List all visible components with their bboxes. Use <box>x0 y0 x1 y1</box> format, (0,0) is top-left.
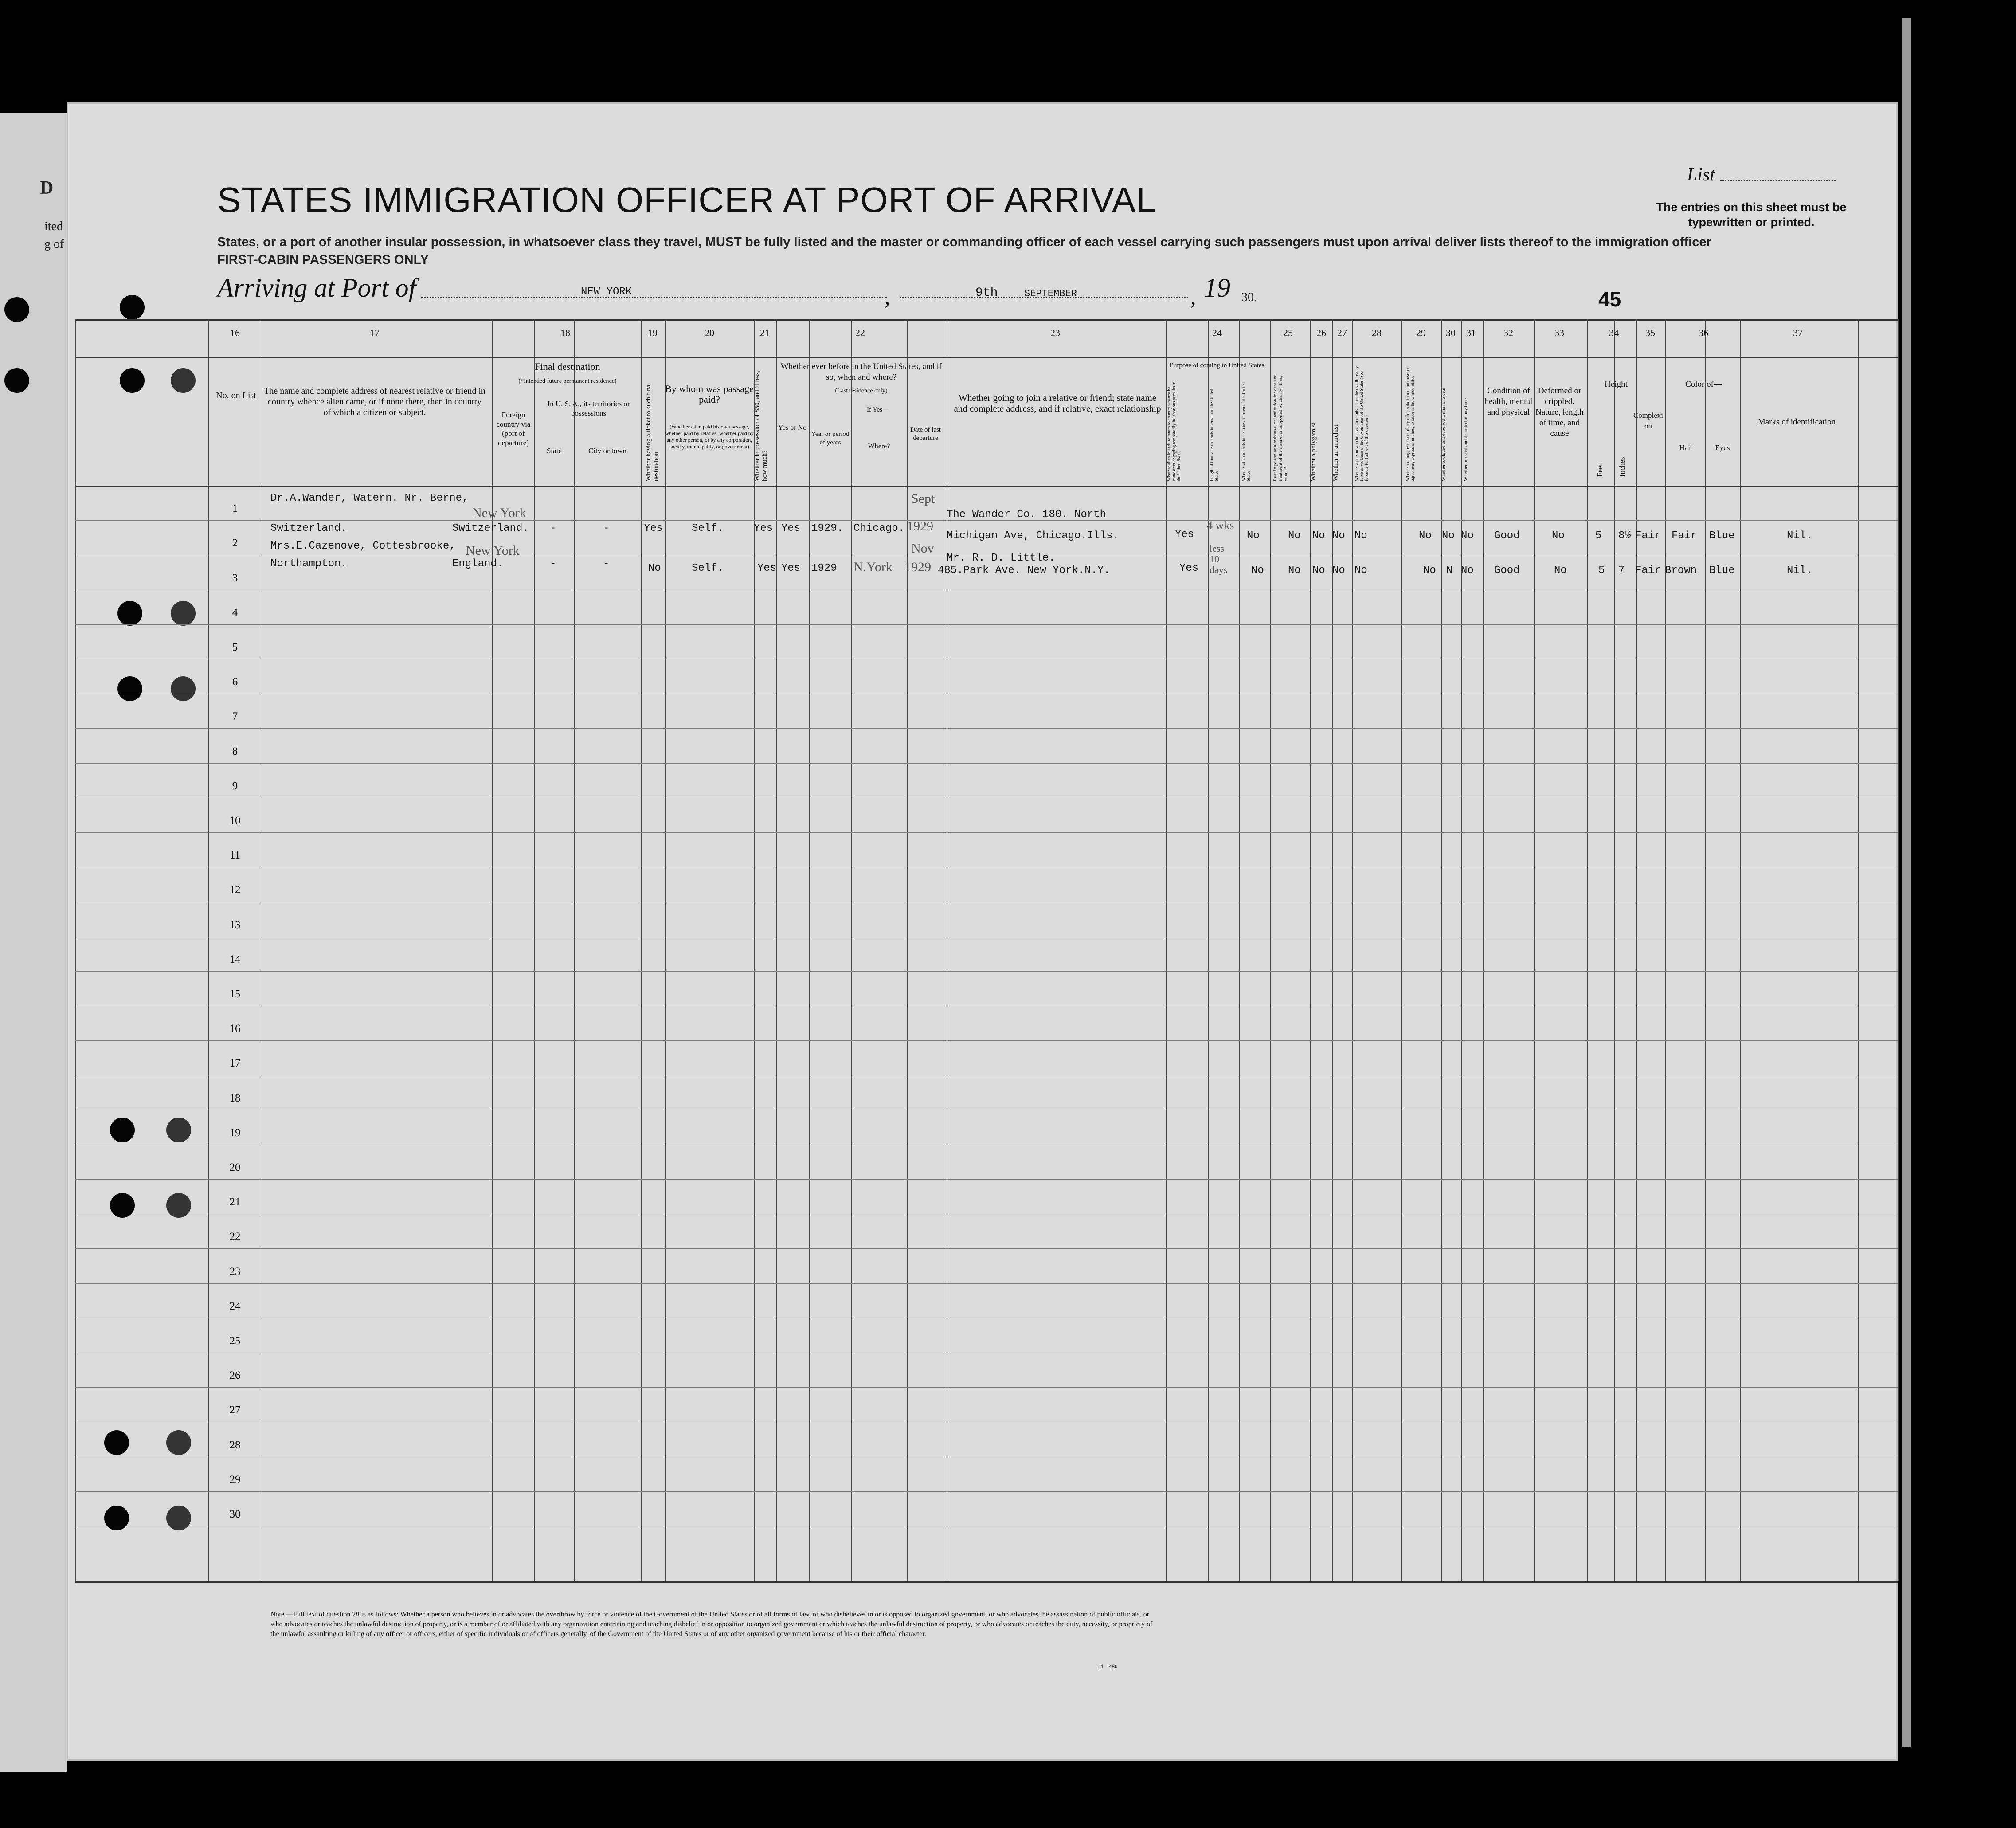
cell-deformed: No <box>1552 530 1565 542</box>
row-number: 14 <box>229 953 241 965</box>
col-header-relative: The name and complete address of nearest relative or friend in country whence alien came, or if none there, then in country of which a citizen or subject. <box>264 386 485 417</box>
col-header-foreign-country: Foreign country via (port of departure) <box>496 411 531 447</box>
cell-health: Good <box>1494 530 1520 542</box>
cell-city: - <box>603 522 610 534</box>
cell-return: Yes <box>1179 562 1199 574</box>
cell-eyes: Blue <box>1709 565 1735 577</box>
row-number: 3 <box>232 572 238 584</box>
row-rule <box>75 832 1898 833</box>
row-rule <box>75 1248 1898 1249</box>
row-number: 18 <box>229 1092 241 1104</box>
list-number-line <box>1720 180 1836 181</box>
cell-feet: 5 <box>1598 565 1605 577</box>
column-rule <box>1636 319 1637 1581</box>
col-header-q30: Whether excluded and deported within one year <box>1441 387 1446 481</box>
row-rule <box>75 624 1898 625</box>
col-header-if-yes: If Yes— <box>866 406 889 413</box>
row-rule <box>75 971 1898 972</box>
col-header-q29: Whether coming by reason of any offer, solicitation, promise, or agreement, express or implied, to labor in the United States <box>1405 367 1415 481</box>
form-number: 14—480 <box>1097 1663 1118 1670</box>
row-number: 25 <box>229 1335 241 1347</box>
cell-hair: Fair <box>1672 530 1697 542</box>
col-header-hair: Hair <box>1679 443 1693 452</box>
row-number: 22 <box>229 1231 241 1243</box>
cell-fifty: Yes <box>757 562 777 574</box>
column-number: 16 <box>230 327 240 338</box>
column-rule <box>809 319 810 1581</box>
cell-hair: Brown <box>1665 565 1697 577</box>
column-rule <box>1587 319 1588 1581</box>
col-header-feet: Feet <box>1596 463 1604 477</box>
col-header-departure-date: Date of last departure <box>910 426 941 442</box>
cell-relative-country: Switzerland. <box>270 522 347 534</box>
cell-before-where: N.York <box>853 560 893 574</box>
row-rule <box>75 1491 1898 1492</box>
row-number: 15 <box>229 988 241 1000</box>
cell-relative-address: Mrs.E.Cazenove, Cottesbrooke, <box>270 540 456 552</box>
column-number: 33 <box>1554 327 1564 338</box>
cell-departure-handwritten: Sept <box>911 491 935 506</box>
punch-hole <box>171 676 196 701</box>
cell-complexion: Fair <box>1635 530 1661 542</box>
row-number: 1 <box>232 502 238 515</box>
col-header-yes-no: Yes or No <box>778 424 807 432</box>
cell-return: Yes <box>1175 529 1194 541</box>
cell-foreign-country: England. <box>452 558 504 570</box>
separator: , <box>1190 284 1196 309</box>
column-number: 20 <box>705 327 714 338</box>
cell-before-where: Chicago. <box>853 522 905 534</box>
row-number: 10 <box>229 815 241 827</box>
column-rule <box>1740 319 1741 1581</box>
cell-before-year: 1929 <box>811 562 837 574</box>
punch-hole <box>104 1506 129 1530</box>
footnote: Note.—Full text of question 28 is as follows: Whether a person who believes in or advocates the overthrow by force or violence of the Government of the United States or of all forms of law, or who disbelieves in or is opposed to organized government, or who advocates the assassination of public officials, or who advocates or teaches the unlawful destruction of property, or is a member of or affiliated with any organization entertaining and teaching disbelief in or opposition to organized government or which teaches the unlawful destruction of property, or who advocates or teaches the duty, necessity, or propriety of the unlawful assaulting or killing of any officer or officers, either of specific individuals or of officers generally, of the Government of the United States or of any other organized government because of his or their official character. <box>270 1611 1153 1638</box>
col-header-before-note: (Last residence only) <box>835 388 888 394</box>
row-number: 21 <box>229 1196 241 1208</box>
row-number: 5 <box>232 641 238 653</box>
column-number: 32 <box>1503 327 1513 338</box>
row-number: 29 <box>229 1473 241 1486</box>
column-number: 36 <box>1699 327 1708 338</box>
cell-departure-handwritten: 1929 <box>904 560 931 574</box>
cell-length-handwritten: less 10 days <box>1210 543 1228 575</box>
col-header-usa: In U. S. A., its territories or possessions <box>547 400 630 417</box>
column-rule <box>1705 319 1706 1581</box>
cell-join-address: Michigan Ave, Chicago.Ills. <box>947 530 1119 542</box>
row-number: 12 <box>229 884 241 896</box>
column-rule <box>1483 319 1484 1581</box>
cell-anarchist: No <box>1332 530 1345 542</box>
column-number: 27 <box>1337 327 1347 338</box>
column-number: 31 <box>1466 327 1476 338</box>
column-rule <box>851 319 852 1581</box>
col-header-health: Condition of health, mental and physical <box>1484 386 1533 417</box>
column-number: 35 <box>1645 327 1655 338</box>
column-rule <box>1898 319 1899 1581</box>
col-header-purpose-return: Whether alien intends to return to country whence he came after engaging temporarily in laborious pursuits in the United States <box>1167 381 1182 481</box>
row-number: 30 <box>229 1508 241 1520</box>
punch-hole <box>166 1118 191 1142</box>
row-number: 27 <box>229 1404 241 1416</box>
col-header-list-no: No. on List <box>216 391 256 400</box>
punch-hole <box>120 368 145 393</box>
column-rule <box>1310 319 1311 1581</box>
row-rule <box>75 1040 1898 1041</box>
column-rule <box>641 319 642 1581</box>
adjacent-page-fragment: g of <box>44 237 64 251</box>
cell-inches: 7 <box>1618 565 1625 577</box>
punch-hole <box>4 368 29 393</box>
punch-hole <box>171 601 196 626</box>
column-rule <box>75 319 76 1581</box>
column-rule <box>1441 319 1442 1581</box>
row-rule <box>75 1179 1898 1180</box>
arriving-label: Arriving at Port of <box>217 273 416 302</box>
row-rule <box>75 1283 1898 1284</box>
cell-before-yes: Yes <box>781 562 801 574</box>
list-label: List <box>1687 165 1715 185</box>
col-header-city: City or town <box>588 447 626 455</box>
cell-state: - <box>550 522 556 534</box>
row-number: 2 <box>232 537 238 549</box>
col-header-fifty-dollars: Whether in possession of $50, and if less, how much? <box>754 370 768 481</box>
cell-relative-address: Dr.A.Wander, Watern. Nr. Berne, <box>270 492 469 504</box>
instructions-text: States, or a port of another insular possession, in whatsoever class they travel, MUST be fully listed and the master or commanding officer of each vessel carrying such passengers must upon arrival deliver lists thereof to the immigration officer <box>217 235 1711 249</box>
column-number: 25 <box>1283 327 1293 338</box>
cell-q31: No <box>1461 530 1474 542</box>
cell-eyes: Blue <box>1709 530 1735 542</box>
column-rule <box>1461 319 1462 1581</box>
cell-citizen: No <box>1247 530 1260 542</box>
cell-q29: No <box>1419 530 1432 542</box>
cell-marks: Nil. <box>1787 565 1812 577</box>
punch-hole <box>110 1118 135 1142</box>
column-number: 18 <box>560 327 570 338</box>
cell-complexion: Fair <box>1635 565 1661 577</box>
col-header-height: Height <box>1605 380 1628 389</box>
row-number: 23 <box>229 1265 241 1278</box>
col-header-before-in-us: Whether ever before in the United States, and if so, when and where? <box>780 362 942 382</box>
column-rule <box>1858 319 1859 1581</box>
row-rule <box>75 728 1898 729</box>
col-header-where: Where? <box>868 443 890 450</box>
cell-ticket: Yes <box>644 522 663 534</box>
cell-join-address: 485.Park Ave. New York.N.Y. <box>938 565 1110 577</box>
cell-join-name: Mr. R. D. Little. <box>947 552 1055 564</box>
punch-hole <box>171 368 196 393</box>
cell-ticket: No <box>648 562 661 574</box>
col-header-deformed: Deformed or crippled. Nature, length of time, and cause <box>1535 386 1584 438</box>
column-rule <box>1332 319 1333 1581</box>
entries-note: The entries on this sheet must be typewritten or printed. <box>1656 200 1847 229</box>
col-header-purpose-citizen: Whether alien intends to become a citizen of the United States <box>1241 382 1251 481</box>
column-rule <box>1270 319 1271 1581</box>
table-border <box>75 319 1898 321</box>
cell-q31: No <box>1461 565 1474 577</box>
cell-foreign-handwritten: New York <box>466 543 520 558</box>
adjacent-page-fragment: D <box>40 178 54 198</box>
row-number: 6 <box>232 676 238 688</box>
port-value: NEW YORK <box>581 286 632 298</box>
col-header-polygamist: Whether a polygamist <box>1310 422 1317 481</box>
col-header-prison: Ever in prison or almshouse, or institution for care and treatment of the insane, or supported by charity? If so, which? <box>1272 374 1288 481</box>
col-header-eyes: Eyes <box>1715 443 1730 452</box>
cell-departure-handwritten: Nov <box>911 541 934 556</box>
row-number: 13 <box>229 918 241 931</box>
row-number: 28 <box>229 1439 241 1451</box>
row-rule <box>75 1387 1898 1388</box>
cell-relative-country: Northampton. <box>270 558 347 570</box>
cell-departure-handwritten: 1929 <box>907 519 933 533</box>
col-header-complexion: Complexion <box>1633 411 1664 430</box>
punch-hole <box>120 295 145 320</box>
column-rule <box>1208 319 1209 1581</box>
port-line <box>421 297 887 298</box>
column-number: 29 <box>1416 327 1426 338</box>
col-header-marks: Marks of identification <box>1758 417 1836 427</box>
passenger-class: FIRST-CABIN PASSENGERS ONLY <box>217 253 429 267</box>
day-value: 9th <box>975 286 998 300</box>
table-border <box>75 486 1898 487</box>
cell-length-handwritten: 4 wks <box>1207 519 1234 532</box>
cell-inches: 8½ <box>1618 530 1631 542</box>
column-number: 34 <box>1609 327 1619 338</box>
col-header-state: State <box>547 447 562 455</box>
punch-hole <box>117 601 142 626</box>
column-rule <box>776 319 777 1581</box>
column-rule <box>534 319 535 1581</box>
page-number: 45 <box>1598 288 1621 311</box>
cell-foreign-country: Switzerland. <box>452 522 529 534</box>
col-header-final-destination: Final destination <box>535 361 600 372</box>
page-title: STATES IMMIGRATION OFFICER AT PORT OF ARRIVAL <box>217 180 1156 220</box>
col-header-q28: Whether a person who believes in or advocates the overthrow by force or violence of the Government of the United States (See footnote for full text of this question) <box>1354 366 1369 481</box>
adjacent-page-strip <box>0 113 67 1772</box>
cell-before-yes: Yes <box>781 522 801 534</box>
cell-marks: Nil. <box>1787 530 1812 542</box>
cell-paid-by: Self. <box>692 562 724 574</box>
column-number: 28 <box>1372 327 1382 338</box>
row-number: 20 <box>229 1161 241 1173</box>
col-header-color: Color of— <box>1685 380 1722 389</box>
cell-feet: 5 <box>1595 530 1602 542</box>
row-number: 4 <box>232 606 238 619</box>
row-number: 26 <box>229 1369 241 1382</box>
cell-city: - <box>603 558 610 570</box>
col-header-passage-paid: By whom was passage paid? <box>665 383 754 405</box>
column-number: 24 <box>1212 327 1222 338</box>
cell-citizen: No <box>1251 565 1264 577</box>
page-edge <box>1902 18 1911 1747</box>
col-header-join-relative: Whether going to join a relative or friend; state name and complete address, and if relative, exact relationship <box>954 392 1161 414</box>
row-number: 16 <box>229 1023 241 1035</box>
column-number: 26 <box>1316 327 1326 338</box>
column-rule <box>1614 319 1615 1581</box>
col-header-anarchist: Whether an anarchist <box>1332 424 1339 481</box>
column-rule <box>1352 319 1353 1581</box>
cell-q29: No <box>1423 565 1436 577</box>
column-number: 37 <box>1793 327 1803 338</box>
column-number: 19 <box>648 327 658 338</box>
column-rule <box>1534 319 1535 1581</box>
table-border <box>75 357 1898 358</box>
punch-hole <box>104 1430 129 1455</box>
column-number: 23 <box>1050 327 1060 338</box>
cell-before-year: 1929. <box>811 522 844 534</box>
column-rule <box>907 319 908 1581</box>
row-rule <box>75 763 1898 764</box>
column-number: 21 <box>760 327 770 338</box>
cell-fifty: Yes <box>754 522 773 534</box>
month-value: SEPTEMBER <box>1024 288 1077 299</box>
column-number: 30 <box>1446 327 1456 338</box>
column-rule <box>754 319 755 1581</box>
col-header-purpose: Purpose of coming to United States <box>1170 362 1264 369</box>
cell-q28: No <box>1354 565 1367 577</box>
year-prefix: 19 <box>1204 273 1230 302</box>
col-header-ticket: Whether having a ticket to such final destination <box>645 383 660 481</box>
column-rule <box>1665 319 1666 1581</box>
row-number: 9 <box>232 780 238 792</box>
cell-prison: No <box>1288 565 1301 577</box>
cell-paid-by: Self. <box>692 522 724 534</box>
cell-join-name: The Wander Co. 180. North <box>947 509 1107 521</box>
punch-hole <box>166 1430 191 1455</box>
column-rule <box>574 319 575 1581</box>
col-header-final-destination-note: (*Intended future permanent residence) <box>518 378 617 384</box>
row-number: 11 <box>229 849 241 862</box>
cell-polygamist: No <box>1312 565 1325 577</box>
punch-hole <box>4 297 29 322</box>
separator: , <box>885 284 890 309</box>
cell-prison: No <box>1288 530 1301 542</box>
column-number: 17 <box>370 327 380 338</box>
column-number: 22 <box>855 327 865 338</box>
col-header-year: Year or period of years <box>811 431 849 446</box>
punch-hole <box>166 1506 191 1530</box>
row-number: 7 <box>232 710 238 723</box>
row-number: 24 <box>229 1300 241 1312</box>
cell-health: Good <box>1494 565 1520 577</box>
adjacent-page-fragment: ited <box>44 220 63 233</box>
col-header-passage-note: (Whether alien paid his own passage, whether paid by relative, whether paid by any other person, or by any corporation, society, municipality, or government) <box>665 424 754 450</box>
cell-q28: No <box>1354 530 1367 542</box>
cell-q30: N <box>1446 565 1453 577</box>
row-number: 8 <box>232 745 238 757</box>
cell-q30: No <box>1442 530 1455 542</box>
col-header-inches: Inches <box>1618 457 1626 477</box>
table-border <box>75 1581 1898 1583</box>
cell-anarchist: No <box>1332 565 1345 577</box>
col-header-purpose-length: Length of time alien intends to remain in the United States <box>1210 388 1219 481</box>
cell-deformed: No <box>1554 565 1567 577</box>
col-header-q31: Whether arrested and deported at any time <box>1463 398 1468 481</box>
column-rule <box>665 319 666 1581</box>
cell-state: - <box>550 558 556 570</box>
column-rule <box>1166 319 1167 1581</box>
row-number: 17 <box>229 1057 241 1070</box>
cell-polygamist: No <box>1312 530 1325 542</box>
year-suffix: 30. <box>1241 290 1257 304</box>
column-rule <box>1401 319 1402 1581</box>
manifest-sheet <box>67 102 1898 1761</box>
column-rule <box>1239 319 1240 1581</box>
cell-foreign-handwritten: New York <box>472 506 526 520</box>
row-number: 19 <box>229 1126 241 1139</box>
punch-hole <box>117 676 142 701</box>
